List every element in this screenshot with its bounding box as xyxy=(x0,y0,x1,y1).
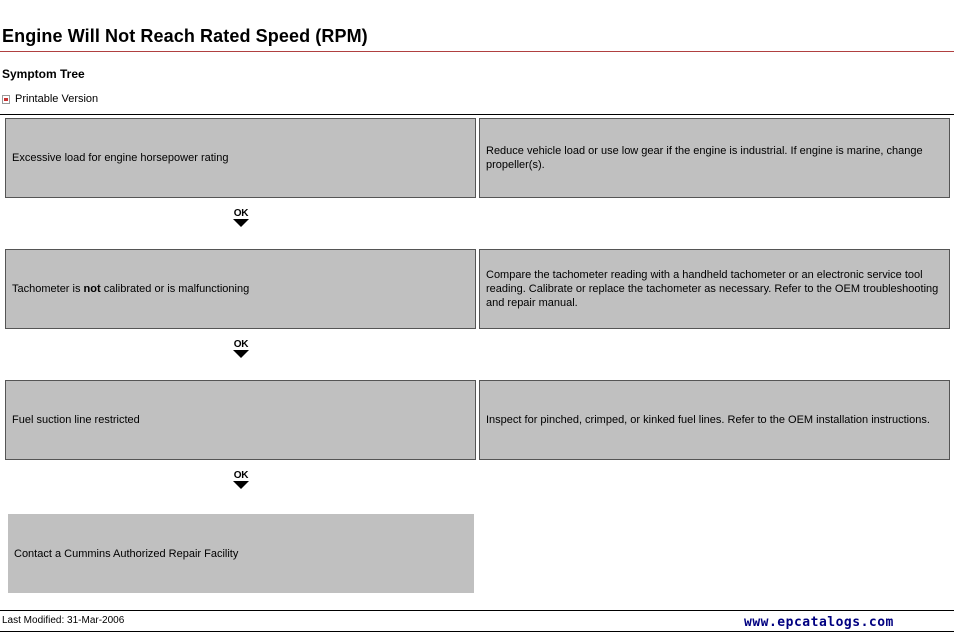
arrow-down-icon xyxy=(233,219,249,227)
ok-arrow-1[interactable] xyxy=(229,209,253,229)
ok-label: OK xyxy=(233,208,249,219)
remedy-text-3: Inspect for pinched, crimped, or kinked fuel lines. Refer to the OEM installation instructions. xyxy=(486,414,930,426)
page-title: Engine Will Not Reach Rated Speed (RPM) xyxy=(2,26,368,46)
cause-box-3 xyxy=(5,380,476,460)
footer-bottom-divider xyxy=(0,631,954,632)
final-step-box xyxy=(8,514,474,593)
ok-label: OK xyxy=(233,339,249,350)
remedy-box-1 xyxy=(479,118,950,198)
remedy-text-2: Compare the tachometer reading with a handheld tachometer or an electronic service tool reading. Calibrate or replace the tachometer as necessary. Refer to the OEM troubleshooting and repair manual. xyxy=(486,269,939,309)
cause-text-3: Fuel suction line restricted xyxy=(12,414,140,426)
pdf-icon xyxy=(2,95,10,104)
footer-top-divider xyxy=(0,610,954,611)
cause-box-2 xyxy=(5,249,476,329)
arrow-down-icon xyxy=(233,350,249,358)
remedy-box-2 xyxy=(479,249,950,329)
last-modified: Last Modified: 31-Mar-2006 xyxy=(2,615,125,626)
remedy-box-3 xyxy=(479,380,950,460)
ok-arrow-2[interactable] xyxy=(229,340,253,360)
title-divider xyxy=(0,51,954,52)
ok-label: OK xyxy=(233,470,249,481)
cause-box-1 xyxy=(5,118,476,198)
cause-text-2: Tachometer is not calibrated or is malfunctioning xyxy=(12,283,250,295)
content-top-divider xyxy=(0,114,954,115)
final-step-text: Contact a Cummins Authorized Repair Facility xyxy=(14,547,239,560)
printable-version-label: Printable Version xyxy=(15,93,99,105)
arrow-down-icon xyxy=(233,481,249,489)
watermark: www.epcatalogs.com xyxy=(744,615,894,630)
cause-text-1: Excessive load for engine horsepower rating xyxy=(12,152,229,164)
printable-version-link[interactable] xyxy=(2,93,98,105)
remedy-text-1: Reduce vehicle load or use low gear if the engine is industrial. If engine is marine, change propeller(s). xyxy=(486,145,923,171)
section-subtitle: Symptom Tree xyxy=(2,67,85,81)
ok-arrow-3[interactable] xyxy=(229,471,253,491)
